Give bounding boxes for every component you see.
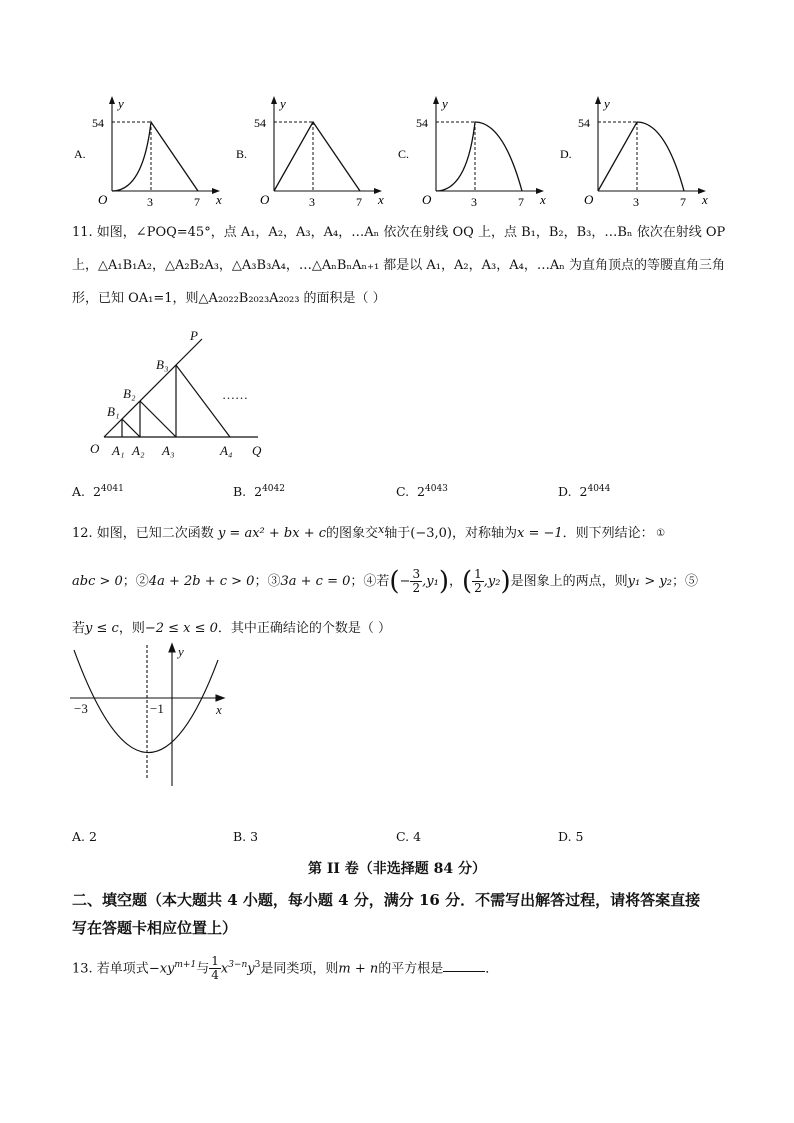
- graph-options-svg: [60, 94, 750, 214]
- q12-function: y = ax² + bx + c: [217, 526, 326, 541]
- graph-xtick3-label-3: 3: [633, 195, 639, 209]
- q12-line3: 若y ≤ c，则−2 ≤ x ≤ 0．其中正确结论的个数是（ ）: [72, 621, 392, 636]
- graph-curve-3: [598, 122, 684, 191]
- graph-origin-label-3: O: [584, 192, 594, 207]
- graph-xtick7-label-1: 7: [356, 195, 362, 209]
- q12-label-neg3: −3: [74, 701, 88, 716]
- q11-option-a[interactable]: A. $2^{4041}$: [72, 484, 124, 500]
- q11-figure: [80, 325, 280, 465]
- graph-curve-0: [112, 122, 198, 191]
- graph-x-label-1: x: [378, 192, 384, 207]
- label-dots: ……: [222, 387, 248, 402]
- label-o: O: [90, 441, 100, 456]
- q12-option-c[interactable]: C. 4: [396, 829, 422, 844]
- label-a1: A₁: [112, 443, 125, 458]
- part2-title: 第 II 卷（非选择题 84 分）: [307, 861, 487, 877]
- q12-figure-svg: [66, 640, 236, 790]
- graph-y-arrow-1: [271, 96, 277, 104]
- seg-b2-a3: [140, 401, 176, 437]
- graph-xtick7-label-0: 7: [194, 195, 200, 209]
- q11-option-c[interactable]: C. $2^{4043}$: [396, 484, 448, 500]
- graph-option-label-0: A.: [74, 147, 86, 161]
- graph-ytick-label-0: 54: [92, 116, 104, 130]
- q12-label-y: y: [178, 644, 184, 659]
- graph-xtick3-label-1: 3: [309, 195, 315, 209]
- q11-option-b[interactable]: B. $2^{4042}$: [233, 484, 285, 500]
- graph-curve-2: [436, 122, 522, 191]
- q12-option-a[interactable]: A. 2: [72, 829, 97, 844]
- section2-line1: 二、填空题（本大题共 4 小题，每小题 4 分，满分 16 分．不需写出解答过程，请将答案直接: [72, 891, 701, 909]
- graph-option-label-2: C.: [398, 147, 410, 161]
- graph-y-arrow-3: [595, 96, 601, 104]
- section2-line2: 写在答题卡相应位置上）: [72, 919, 238, 937]
- graph-x-label-3: x: [702, 192, 708, 207]
- q11-figure-svg: [80, 325, 280, 465]
- label-a2: A₂: [132, 443, 145, 458]
- label-p: P: [190, 328, 198, 343]
- graph-y-label-2: y: [442, 96, 448, 111]
- graph-xtick3-label-2: 3: [471, 195, 477, 209]
- q13-line: 13. 若单项式$-xy^{m+1}$与 $\frac{1}{4}$ $x^{3-n}y^3$是同类项，则m + n的平方根是 ．: [72, 954, 499, 983]
- q12-label-neg1: −1: [150, 701, 164, 716]
- label-q: Q: [252, 443, 262, 458]
- q12-option-b[interactable]: B. 3: [233, 829, 259, 844]
- label-a3: A₃: [162, 443, 175, 458]
- graph-y-label-3: y: [604, 96, 610, 111]
- q12-line2: abc > 0；②4a + 2b + c > 0；③3a + c = 0；④若(− $\frac{3}{2}$ ,y₁)，( $\frac{1}{2}$ ,y₂)是图象上的两点，则y₁ > y₂；⑤: [72, 566, 698, 597]
- q11-line2: 上，△A₁B₁A₂，△A₂B₂A₃，△A₃B₃A₄，…△AₙBₙAₙ₊₁ 都是以 A₁，A₂，A₃，A₄，…Aₙ 为直角顶点的等腰直角三角: [72, 258, 725, 273]
- q12-parabola: [74, 650, 218, 753]
- graph-curve-1: [274, 122, 360, 191]
- graph-options-row: [60, 94, 750, 214]
- q12-label-x: x: [216, 702, 222, 717]
- label-b1: B₁: [107, 404, 120, 419]
- q12-figure: [66, 640, 236, 790]
- graph-xtick3-label-0: 3: [147, 195, 153, 209]
- label-b2: B₂: [123, 386, 136, 401]
- graph-ytick-label-3: 54: [578, 116, 590, 130]
- graph-origin-label-1: O: [260, 192, 270, 207]
- graph-xtick7-label-3: 7: [680, 195, 686, 209]
- q11-option-d[interactable]: D. $2^{4044}$: [558, 484, 611, 500]
- graph-option-label-1: B.: [236, 147, 248, 161]
- graph-y-label-1: y: [280, 96, 286, 111]
- seg-b1-a2: [122, 419, 140, 437]
- graph-x-label-0: x: [216, 192, 222, 207]
- graph-xtick7-label-2: 7: [518, 195, 524, 209]
- q13-answer-blank[interactable]: [443, 959, 485, 972]
- graph-ytick-label-2: 54: [416, 116, 428, 130]
- q12-option-d[interactable]: D. 5: [558, 829, 584, 844]
- graph-y-arrow-0: [109, 96, 115, 104]
- q12-x-arrow: [216, 695, 224, 701]
- label-a4: A₄: [220, 443, 233, 458]
- graph-origin-label-0: O: [98, 192, 108, 207]
- graph-ytick-label-1: 54: [254, 116, 266, 130]
- q11-line1: 11. 如图，∠POQ=45°，点 A₁，A₂，A₃，A₄，…Aₙ 依次在射线 OQ 上，点 B₁，B₂，B₃，…Bₙ 依次在射线 OP: [72, 225, 726, 240]
- q12-y-arrow: [169, 644, 175, 652]
- graph-option-label-3: D.: [560, 147, 572, 161]
- q12-line1: 12. 如图，已知二次函数 y = ax² + bx + c的图象交$^x$轴于(−3,0)，对称轴为x = −1．则下列结论： ①: [72, 523, 666, 541]
- q11-line3: 形，已知 OA₁=1，则△A₂₀₂₂B₂₀₂₃A₂₀₂₃ 的面积是（ ）: [72, 291, 386, 306]
- graph-x-label-2: x: [540, 192, 546, 207]
- graph-y-label-0: y: [118, 96, 124, 111]
- label-b3: B₃: [156, 357, 169, 372]
- graph-origin-label-2: O: [422, 192, 432, 207]
- ray-op: [104, 339, 202, 437]
- graph-y-arrow-2: [433, 96, 439, 104]
